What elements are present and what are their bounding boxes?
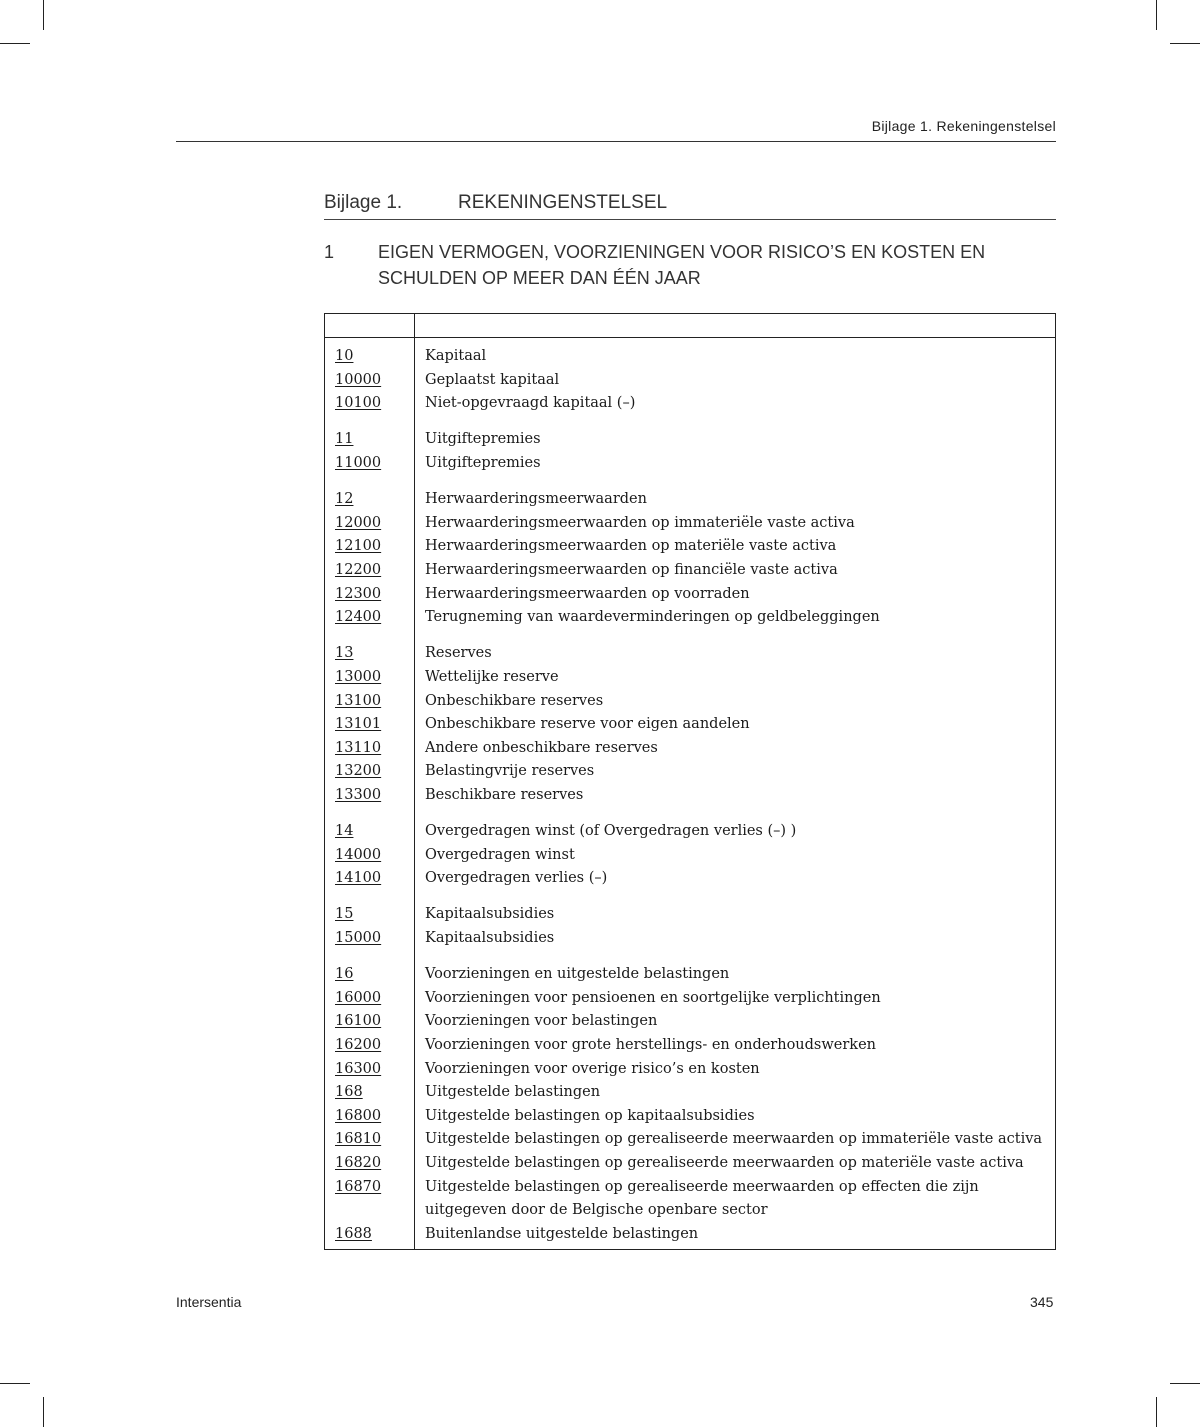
table-row [325,844,1055,868]
account-code: 12 [335,491,354,508]
account-label: Onbeschikbare reserve voor eigen aandelen [425,716,750,733]
account-label: Terugneming van waardeverminderingen op geldbeleggingen [425,609,880,626]
account-label: Voorzieningen en uitgestelde belastingen [425,966,730,983]
account-code: 13300 [335,786,382,803]
accounts-table [324,313,1056,1250]
account-label: Uitgestelde belastingen op gerealiseerde meerwaarden op materiële vaste activa [425,1154,1024,1171]
account-label: Uitgiftepremies [425,454,541,471]
chapter-heading [324,192,1056,220]
account-code: 12200 [335,561,382,578]
section-number: 1 [324,242,335,262]
table-row [325,452,1055,476]
account-code: 14100 [335,870,382,887]
table-row [325,369,1055,393]
account-label: Andere onbeschikbare reserves [425,739,658,756]
table-row [325,927,1055,951]
account-label: Uitgiftepremies [425,431,541,448]
account-code: 13110 [335,739,382,756]
account-label: Uitgestelde belastingen op gerealiseerde meerwaarden op immateriële vaste activa [425,1131,1043,1148]
account-code: 12100 [335,538,382,555]
table-row [325,784,1055,808]
table-row [325,642,1055,666]
account-code: 13100 [335,692,382,709]
footer-publisher: Intersentia [176,1294,242,1310]
account-code: 11 [335,431,354,448]
account-code: 13000 [335,668,382,685]
account-code: 10100 [335,395,382,412]
account-code: 1688 [335,1225,372,1242]
account-label: Belastingvrije reserves [425,763,595,780]
table-row [325,583,1055,607]
account-label: Kapitaalsubsidies [425,906,555,923]
crop-mark [1156,0,1157,30]
account-code: 10 [335,348,354,364]
table-row [325,867,1055,891]
crop-mark [43,0,44,30]
chapter-number: Bijlage 1. [324,192,403,213]
account-code: 12000 [335,514,382,531]
table-row [325,1010,1055,1034]
account-code: 16200 [335,1037,382,1053]
account-code: 13 [335,645,354,662]
account-label: Voorzieningen voor overige risico’s en kosten [425,1060,760,1077]
account-code: 14 [335,823,354,840]
header-rule [176,141,1056,142]
table-row [325,428,1055,452]
crop-mark [43,1397,44,1427]
account-code: 12300 [335,585,382,602]
account-label: Kapitaalsubsidies [425,930,555,947]
account-label: Wettelijke reserve [425,668,559,685]
crop-mark [1156,1397,1157,1427]
account-code: 16100 [335,1013,382,1030]
account-code: 10000 [335,371,382,388]
table-row [325,903,1055,927]
table-row [325,345,1055,369]
table-header-rule [325,337,1055,338]
account-label: Herwaarderingsmeerwaarden [425,491,647,508]
table-row [325,1128,1055,1152]
account-label: Niet-opgevraagd kapitaal (–) [425,395,636,412]
account-code: 11000 [335,454,382,471]
table-row [325,760,1055,784]
account-label: Onbeschikbare reserves [425,692,604,709]
account-label: Herwaarderingsmeerwaarden op voorraden [425,585,750,602]
account-label: Uitgestelde belastingen op gerealiseerde meerwaarden op effecten die zijn uitgegeven door de Belgische openbare sector [425,1178,979,1219]
crop-mark [1170,43,1200,44]
account-code: 16870 [335,1178,382,1195]
account-label: Herwaarderingsmeerwaarden op immateriële vaste activa [425,514,855,531]
account-code: 16 [335,966,354,983]
account-code: 13200 [335,763,382,780]
account-code: 16300 [335,1060,382,1077]
account-label: Kapitaal [425,348,487,364]
table-row [325,1176,1055,1223]
account-label: Uitgestelde belastingen op kapitaalsubsidies [425,1107,755,1124]
table-row [325,1058,1055,1082]
account-label: Overgedragen verlies (–) [425,870,608,887]
account-code: 16820 [335,1154,382,1171]
account-label: Geplaatst kapitaal [425,371,560,388]
section-heading [324,239,1064,291]
crop-mark [0,43,30,44]
table-row [325,488,1055,512]
account-label: Overgedragen winst (of Overgedragen verlies (–) ) [425,823,797,840]
table-row [325,1223,1055,1247]
table-row [325,820,1055,844]
table-row [325,512,1055,536]
table-row [325,535,1055,559]
chapter-title: REKENINGENSTELSEL [458,192,668,213]
table-row [325,963,1055,987]
table-row [325,1081,1055,1105]
account-label: Voorzieningen voor pensioenen en soortgelijke verplichtingen [425,989,881,1006]
account-label: Voorzieningen voor grote herstellings- en onderhoudswerken [425,1037,877,1053]
account-code: 16810 [335,1131,382,1148]
account-label: Voorzieningen voor belastingen [425,1013,658,1030]
table-row [325,1152,1055,1176]
account-label: Overgedragen winst [425,846,575,863]
account-label: Beschikbare reserves [425,786,584,803]
account-code: 15000 [335,930,382,947]
table-row [325,987,1055,1011]
account-code: 16000 [335,989,382,1006]
table-row [325,666,1055,690]
table-row [325,1105,1055,1129]
account-code: 13101 [335,716,382,733]
running-header: Bijlage 1. Rekeningenstelsel [871,118,1056,134]
crop-mark [0,1383,30,1384]
crop-mark [1170,1383,1200,1384]
table-row [325,713,1055,737]
section-title: EIGEN VERMOGEN, VOORZIENINGEN VOOR RISICO’S EN KOSTEN EN SCHULDEN OP MEER DAN ÉÉN JAAR [378,242,986,288]
account-label: Reserves [425,645,492,662]
table-row [325,737,1055,761]
account-label: Uitgestelde belastingen [425,1084,601,1101]
account-label: Buitenlandse uitgestelde belastingen [425,1225,699,1242]
account-label: Herwaarderingsmeerwaarden op financiële vaste activa [425,561,838,578]
table-row [325,1034,1055,1058]
account-code: 12400 [335,609,382,626]
table-row [325,606,1055,630]
table-row [325,690,1055,714]
page-number: 345 [1030,1294,1054,1310]
account-label: Herwaarderingsmeerwaarden op materiële vaste activa [425,538,837,555]
table-body [325,345,1055,1246]
account-code: 168 [335,1084,363,1101]
account-code: 14000 [335,846,382,863]
table-row [325,559,1055,583]
account-code: 15 [335,906,354,923]
account-code: 16800 [335,1107,382,1124]
table-row [325,392,1055,416]
